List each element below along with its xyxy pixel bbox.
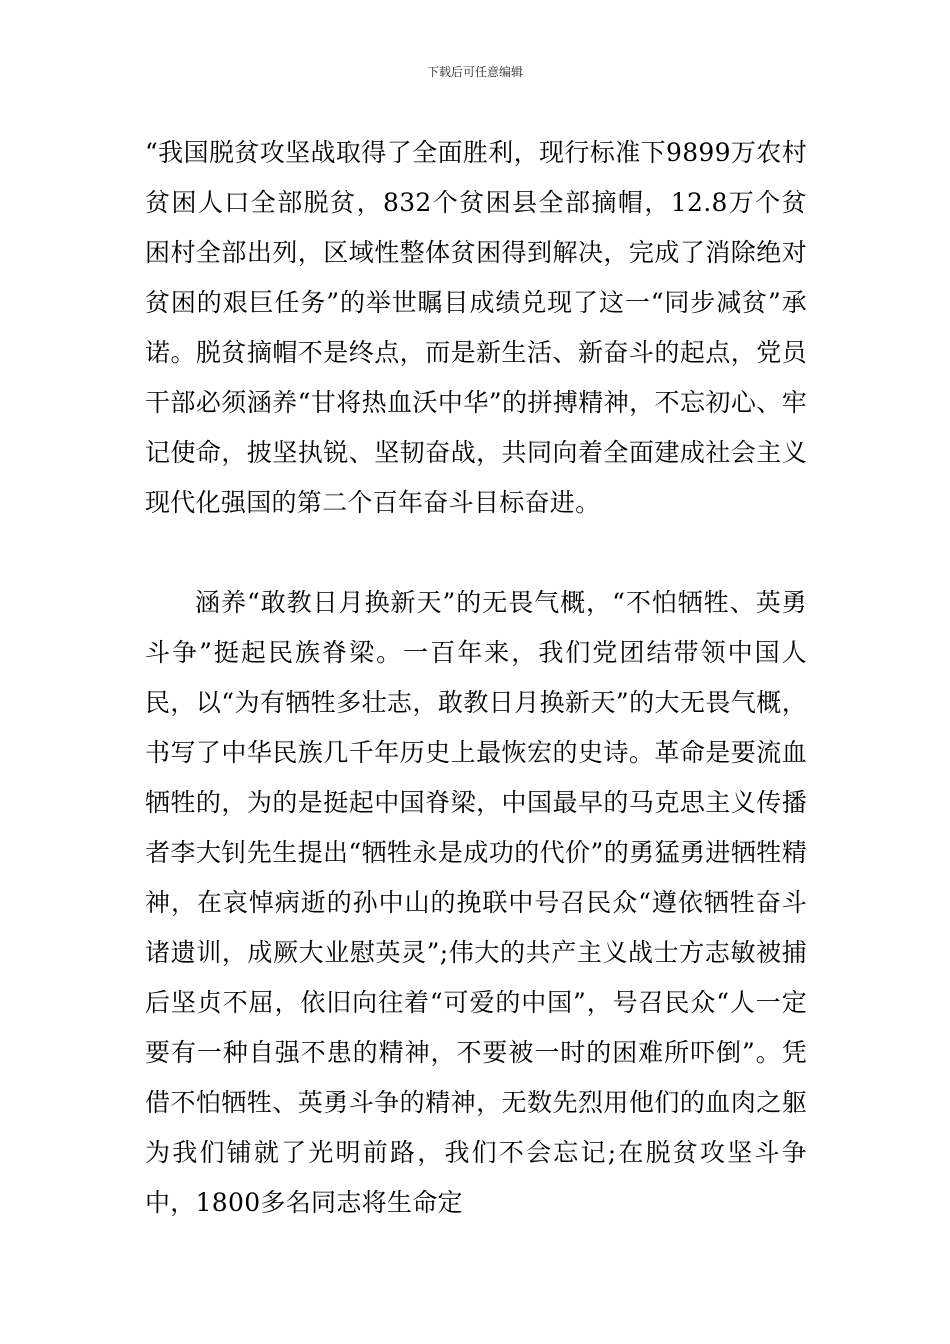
paragraph-1: “我国脱贫攻坚战取得了全面胜利，现行标准下9899万农村贫困人口全部脱贫，832个贫困县全部摘帽，12.8万个贫困村全部出列，区域性整体贫困得到解决，完成了消除绝对贫困的艰巨任务”的举世瞩目成绩兑现了这一“同步减贫”承诺。脱贫摘帽不是终点，而是新生活、新奋斗的起点，党员干部必须涵养“甘将热血沃中华”的拼搏精神，不忘初心、牢记使命，披坚执锐、坚韧奋战，共同向着全面建成社会主义现代化强国的第二个百年奋斗目标奋进。 — [145, 138, 807, 517]
paragraph-spacer — [145, 528, 807, 578]
paragraph-2: 涵养“敢教日月换新天”的无畏气概，“不怕牺牲、英勇斗争”挺起民族脊梁。一百年来，我们党团结带领中国人民，以“为有牺牲多壮志，敢教日月换新天”的大无畏气概，书写了中华民族几千年历史上最恢宏的史诗。革命是要流血牺牲的，为的是挺起中国脊梁，中国最早的马克思主义传播者李大钊先生提出“牺牲永是成功的代价”的勇猛勇进牺牲精神，在哀悼病逝的孙中山的挽联中号召民众“遵依牺牲奋斗诸遗训，成厥大业慰英灵”;伟大的共产主义战士方志敏被捕后坚贞不屈，依旧向往着“可爱的中国”，号召民众“人一定要有一种自强不患的精神，不要被一时的困难所吓倒”。凭借不怕牺牲、英勇斗争的精神，无数先烈用他们的血肉之躯为我们铺就了光明前路，我们不会忘记;在脱贫攻坚斗争中，1800多名同志将生命定 — [145, 588, 807, 1217]
document-body — [145, 128, 807, 1228]
page-header: 下载后可任意编辑 — [426, 65, 523, 79]
